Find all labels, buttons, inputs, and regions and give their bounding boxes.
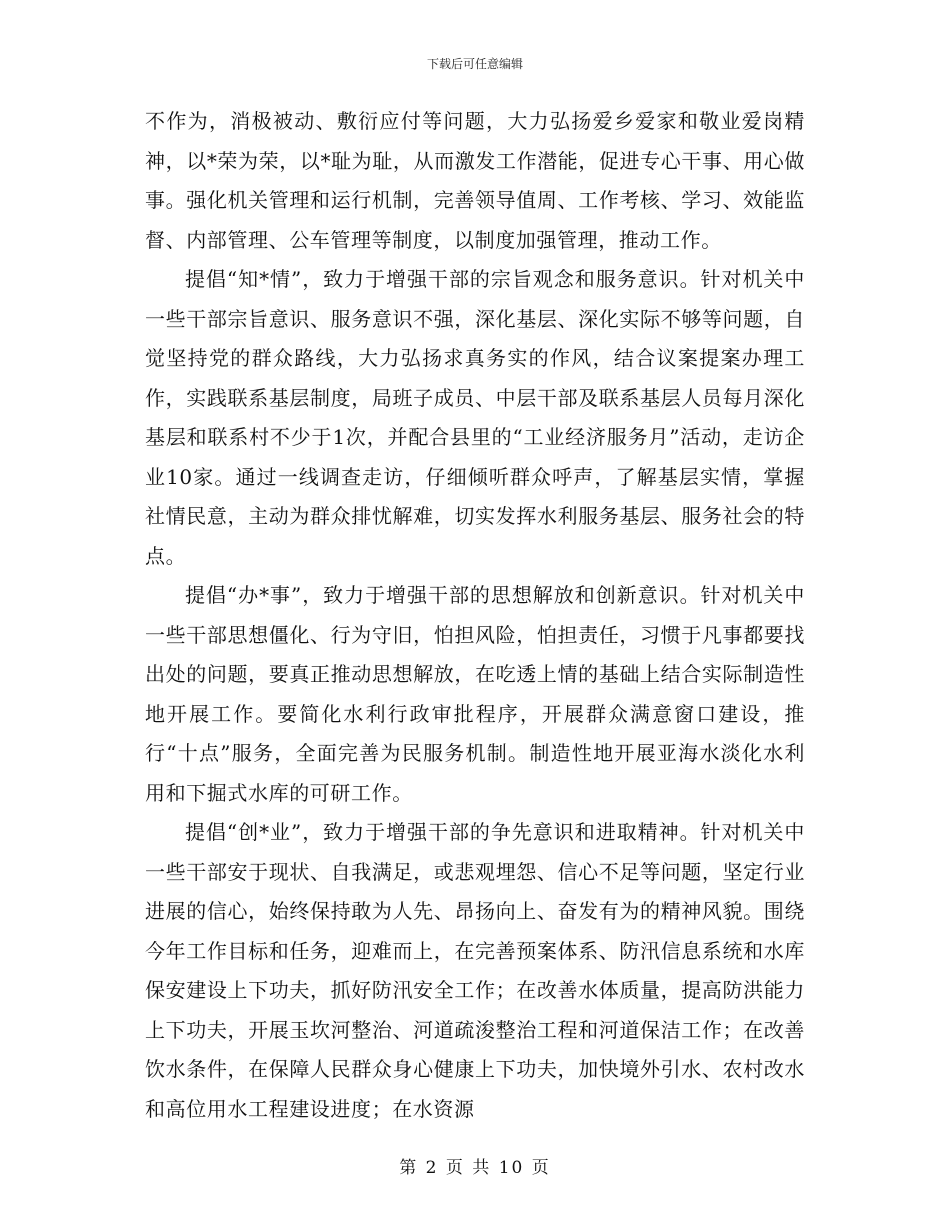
page-header: 下载后可任意编辑 <box>426 57 523 71</box>
paragraph-3: 提倡“办*事”，致力于增强干部的思想解放和创新意识。针对机关中一些干部思想僵化、行为守旧，怕担风险，怕担责任，习惯于凡事都要找出处的问题，要真正推动思想解放，在吃透上情的基础上结合实际制造性地开展工作。要简化水利行政审批程序，开展群众满意窗口建设，推行“十点”服务，全面完善为民服务机制。制造性地开展亚海水淡化水利用和下掘式水库的可研工作。 <box>145 583 805 805</box>
paragraph-4: 提倡“创*业”，致力于增强干部的争先意识和进取精神。针对机关中一些干部安于现状、自我满足，或悲观埋怨、信心不足等问题，坚定行业进展的信心，始终保持敢为人先、昂扬向上、奋发有为的精神风貌。围绕今年工作目标和任务，迎难而上，在完善预案体系、防汛信息系统和水库保安建设上下功夫，抓好防汛安全工作；在改善水体质量，提高防洪能力上下功夫，开展玉坎河整治、河道疏浚整治工程和河道保洁工作；在改善饮水条件，在保障人民群众身心健康上下功夫，加快境外引水、农村改水和高位用水工程建设进度；在水资源 <box>145 820 805 1121</box>
page-footer: 第 2 页 共 10 页 <box>399 1158 551 1178</box>
paragraph-1: 不作为，消极被动、敷衍应付等问题，大力弘扬爱乡爱家和敬业爱岗精神，以*荣为荣，以*耻为耻，从而激发工作潜能，促进专心干事、用心做事。强化机关管理和运行机制，完善领导值周、工作考核、学习、效能监督、内部管理、公车管理等制度，以制度加强管理，推动工作。 <box>145 109 805 252</box>
document-body <box>145 102 805 1129</box>
paragraph-2: 提倡“知*情”，致力于增强干部的宗旨观念和服务意识。针对机关中一些干部宗旨意识、服务意识不强，深化基层、深化实际不够等问题，自觉坚持党的群众路线，大力弘扬求真务实的作风，结合议案提案办理工作，实践联系基层制度，局班子成员、中层干部及联系基层人员每月深化基层和联系村不少于1次，并配合县里的“工业经济服务月”活动，走访企业10家。通过一线调查走访，仔细倾听群众呼声，了解基层实情，掌握社情民意，主动为群众排忧解难，切实发挥水利服务基层、服务社会的特点。 <box>145 267 805 568</box>
